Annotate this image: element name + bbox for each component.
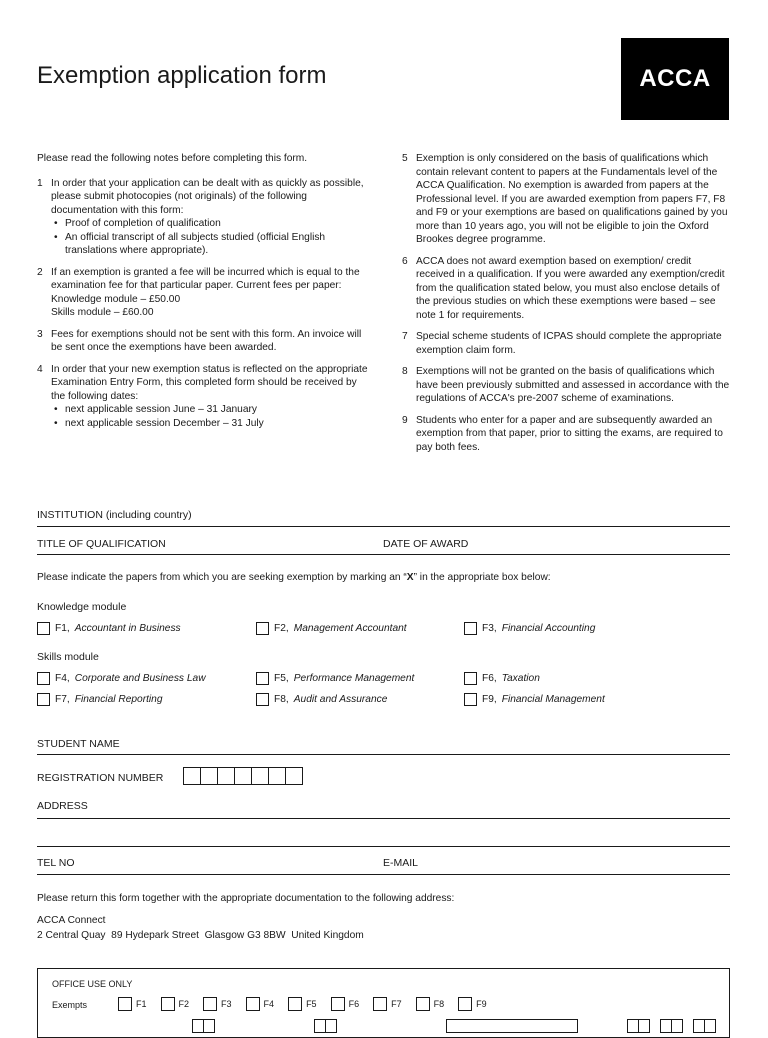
- paper-f7-checkbox[interactable]: [37, 693, 50, 706]
- note-text: Exemptions will not be granted on the basis of qualifications which have been previously submitted and assessed in accordance with the regulations of ACCA's pre-2007 scheme of examinations.: [416, 366, 730, 404]
- institution-label: INSTITUTION: [37, 509, 103, 521]
- paper-name: Audit and Assurance: [293, 694, 388, 705]
- address-label: ADDRESS: [37, 800, 88, 812]
- office-exempt-f7[interactable]: [373, 997, 402, 1011]
- institution-sub-label: (including country): [102, 509, 192, 521]
- paper-f5-option[interactable]: [256, 672, 414, 685]
- registration-number-boxes[interactable]: [183, 767, 302, 785]
- note-bullet: • Proof of completion of qualification: [51, 217, 372, 231]
- paper-code: F4,: [55, 673, 70, 684]
- note-number: 3: [37, 328, 43, 340]
- return-recipient: ACCA Connect: [37, 915, 106, 926]
- note-2: [37, 266, 372, 320]
- note-number: 8: [402, 366, 408, 377]
- office-box[interactable]: [325, 1019, 337, 1033]
- office-exempt-f2[interactable]: [161, 997, 190, 1011]
- office-use-heading: OFFICE USE ONLY: [52, 979, 133, 989]
- registration-digit-box[interactable]: [285, 767, 303, 785]
- instruction-post: ” in the appropriate box below:: [413, 572, 551, 583]
- page-title: Exemption application form: [37, 62, 327, 89]
- student-name-label: STUDENT NAME: [37, 738, 120, 750]
- paper-f4-option[interactable]: [37, 672, 206, 685]
- office-checkbox[interactable]: [458, 997, 472, 1011]
- office-item-label: F9: [476, 999, 487, 1009]
- note-bullets: [51, 403, 372, 430]
- note-number: 2: [37, 266, 43, 278]
- note-number: 1: [37, 177, 43, 189]
- office-item-label: F3: [221, 999, 232, 1009]
- paper-f3-checkbox[interactable]: [464, 622, 477, 635]
- office-item-label: F4: [263, 999, 275, 1009]
- registration-digit-box[interactable]: [217, 767, 235, 785]
- student-name-input-line[interactable]: [37, 754, 730, 755]
- office-checkbox[interactable]: [118, 997, 132, 1011]
- paper-name: Financial Accounting: [501, 623, 596, 634]
- notes-right-column: [402, 152, 732, 462]
- notes-intro: Please read the following notes before completing this form.: [37, 153, 308, 164]
- note-4: [37, 363, 372, 431]
- office-exempt-f6[interactable]: [331, 997, 360, 1011]
- office-exempt-f3[interactable]: [203, 997, 232, 1011]
- paper-code: F5,: [274, 673, 289, 684]
- note-number: 5: [402, 153, 408, 164]
- office-wide-field[interactable]: [446, 1019, 578, 1033]
- office-use-box: [37, 968, 730, 1038]
- note-text: Students who enter for a paper and are subsequently awarded an exemption from that paper, prior to sitting the exams, are required to pay both fees.: [416, 414, 723, 453]
- office-item-label: F7: [391, 999, 402, 1009]
- note-bullet: • next applicable session December – 31 July: [51, 417, 372, 431]
- paper-code: F7,: [55, 694, 70, 705]
- paper-f2-option[interactable]: [256, 622, 407, 635]
- tel-email-input-line[interactable]: [37, 874, 730, 875]
- note-bullet: • An official transcript of all subjects studied (official English translations where appropriate).: [51, 231, 372, 258]
- note-6: [402, 255, 732, 323]
- paper-f1-checkbox[interactable]: [37, 622, 50, 635]
- office-item-label: F6: [348, 999, 360, 1009]
- exempts-row: [118, 997, 501, 1011]
- office-box[interactable]: [203, 1019, 215, 1033]
- office-box[interactable]: [671, 1019, 683, 1033]
- note-text: In order that your new exemption status is reflected on the appropriate Examination Entry Form, this completed form should be received by the following dates:: [51, 363, 368, 402]
- paper-code: F9,: [482, 694, 497, 705]
- skills-module-label: Skills module: [37, 651, 99, 663]
- paper-name: Financial Reporting: [74, 694, 163, 705]
- qualification-input-line[interactable]: [37, 554, 730, 555]
- paper-code: F2,: [274, 623, 289, 634]
- paper-f1-option[interactable]: [37, 622, 181, 635]
- email-label: E-MAIL: [383, 857, 419, 869]
- paper-f2-checkbox[interactable]: [256, 622, 269, 635]
- paper-code: F6,: [482, 673, 497, 684]
- note-bullet: • next applicable session June – 31 January: [51, 403, 372, 417]
- note-number: 9: [402, 414, 408, 426]
- papers-instruction: [37, 572, 551, 583]
- paper-name: Accountant in Business: [74, 623, 181, 634]
- paper-f5-checkbox[interactable]: [256, 672, 269, 685]
- paper-f6-checkbox[interactable]: [464, 672, 477, 685]
- office-checkbox[interactable]: [373, 997, 387, 1011]
- office-item-label: F2: [178, 999, 190, 1009]
- office-item-label: F8: [433, 999, 445, 1009]
- paper-f9-option[interactable]: [464, 693, 605, 706]
- date-of-award-label: DATE OF AWARD: [383, 538, 469, 550]
- office-checkbox[interactable]: [161, 997, 175, 1011]
- note-text: Special scheme students of ICPAS should complete the appropriate exemption claim form.: [416, 331, 722, 356]
- office-checkbox[interactable]: [288, 997, 302, 1011]
- notes-left-column: [37, 152, 372, 438]
- address-input-line-1[interactable]: [37, 818, 730, 819]
- office-checkbox[interactable]: [416, 997, 430, 1011]
- note-number: 4: [37, 363, 43, 375]
- registration-number-label: REGISTRATION NUMBER: [37, 772, 164, 784]
- paper-f7-option[interactable]: [37, 693, 163, 706]
- office-item-label: F5: [306, 999, 317, 1009]
- exempts-label: Exempts: [52, 1000, 88, 1010]
- return-instruction: Please return this form together with the appropriate documentation to the following address:: [37, 893, 455, 904]
- paper-f4-checkbox[interactable]: [37, 672, 50, 685]
- note-text: In order that your application can be dealt with as quickly as possible, please submit photocopies (not originals) of the following documentation with this form:: [51, 177, 364, 216]
- tel-label: TEL NO: [37, 857, 75, 869]
- paper-f6-option[interactable]: [464, 672, 540, 685]
- institution-input-line[interactable]: [37, 526, 730, 527]
- office-checkbox[interactable]: [331, 997, 345, 1011]
- return-address: 2 Central Quay 89 Hydepark Street Glasgow G3 8BW United Kingdom: [37, 930, 364, 941]
- office-checkbox[interactable]: [246, 997, 260, 1011]
- office-exempt-f9[interactable]: [458, 997, 487, 1011]
- office-box[interactable]: [704, 1019, 716, 1033]
- office-exempt-f5[interactable]: [288, 997, 317, 1011]
- note-bullets: [51, 217, 372, 258]
- note-8: [402, 365, 732, 406]
- note-text: Fees for exemptions should not be sent with this form. An invoice will be sent once the exemptions have been awarded.: [51, 328, 362, 353]
- paper-name: Financial Management: [501, 694, 605, 705]
- instruction-pre: Please indicate the papers from which you are seeking exemption by marking an “: [37, 572, 407, 583]
- registration-digit-box[interactable]: [251, 767, 269, 785]
- note-text: Exemption is only considered on the basis of qualifications which contain relevant content to papers at the Fundamentals level of the ACCA Qualification. No exemption is awarded from papers at the Professional level. If you are awarded exemption from papers F7, F8 and F9 or your exemptions are based on qualifications gained by you more than 10 years ago, you will not be eligible to join the Oxford Brookes degree programme.: [416, 153, 728, 245]
- note-5: [402, 152, 732, 247]
- office-second-row-clipped: [52, 1019, 722, 1031]
- paper-code: F8,: [274, 694, 289, 705]
- paper-code: F3,: [482, 623, 497, 634]
- qualification-label: TITLE OF QUALIFICATION: [37, 538, 166, 550]
- paper-f8-option[interactable]: [256, 693, 387, 706]
- paper-name: Performance Management: [293, 673, 415, 684]
- paper-f3-option[interactable]: [464, 622, 595, 635]
- note-text: If an exemption is granted a fee will be incurred which is equal to the examination fee for that particular paper. Current fees per paper:: [51, 266, 360, 291]
- note-7: [402, 330, 732, 357]
- office-box[interactable]: [638, 1019, 650, 1033]
- fee-knowledge: Knowledge module – £50.00: [51, 293, 181, 305]
- paper-name: Taxation: [501, 673, 540, 684]
- office-exempt-f8[interactable]: [416, 997, 445, 1011]
- institution-field-label: [37, 509, 192, 521]
- registration-digit-box[interactable]: [234, 767, 252, 785]
- note-number: 6: [402, 255, 408, 267]
- acca-logo: ACCA: [621, 38, 729, 120]
- office-exempt-f1[interactable]: [118, 997, 147, 1011]
- paper-name: Management Accountant: [293, 623, 407, 634]
- note-9: [402, 414, 732, 455]
- office-item-label: F1: [136, 999, 147, 1009]
- paper-f9-checkbox[interactable]: [464, 693, 477, 706]
- registration-digit-box[interactable]: [268, 767, 286, 785]
- note-text: ACCA does not award exemption based on exemption/ credit received in a qualification. If you were awarded any exemption/credit from the qualification stated below, you must also enclose details of the previous studies on which these exemptions were based – see note 1 for requirements.: [416, 255, 725, 321]
- paper-f8-checkbox[interactable]: [256, 693, 269, 706]
- paper-name: Corporate and Business Law: [74, 673, 206, 684]
- fee-skills: Skills module – £60.00: [51, 307, 154, 318]
- instruction-x: X: [406, 572, 414, 583]
- note-1: [37, 177, 372, 258]
- registration-digit-box[interactable]: [183, 767, 201, 785]
- office-exempt-f4[interactable]: [246, 997, 275, 1011]
- office-checkbox[interactable]: [203, 997, 217, 1011]
- paper-code: F1,: [55, 623, 70, 634]
- registration-digit-box[interactable]: [200, 767, 218, 785]
- note-number: 7: [402, 331, 408, 342]
- address-input-line-2[interactable]: [37, 846, 730, 847]
- note-3: [37, 328, 372, 355]
- knowledge-module-label: Knowledge module: [37, 601, 127, 613]
